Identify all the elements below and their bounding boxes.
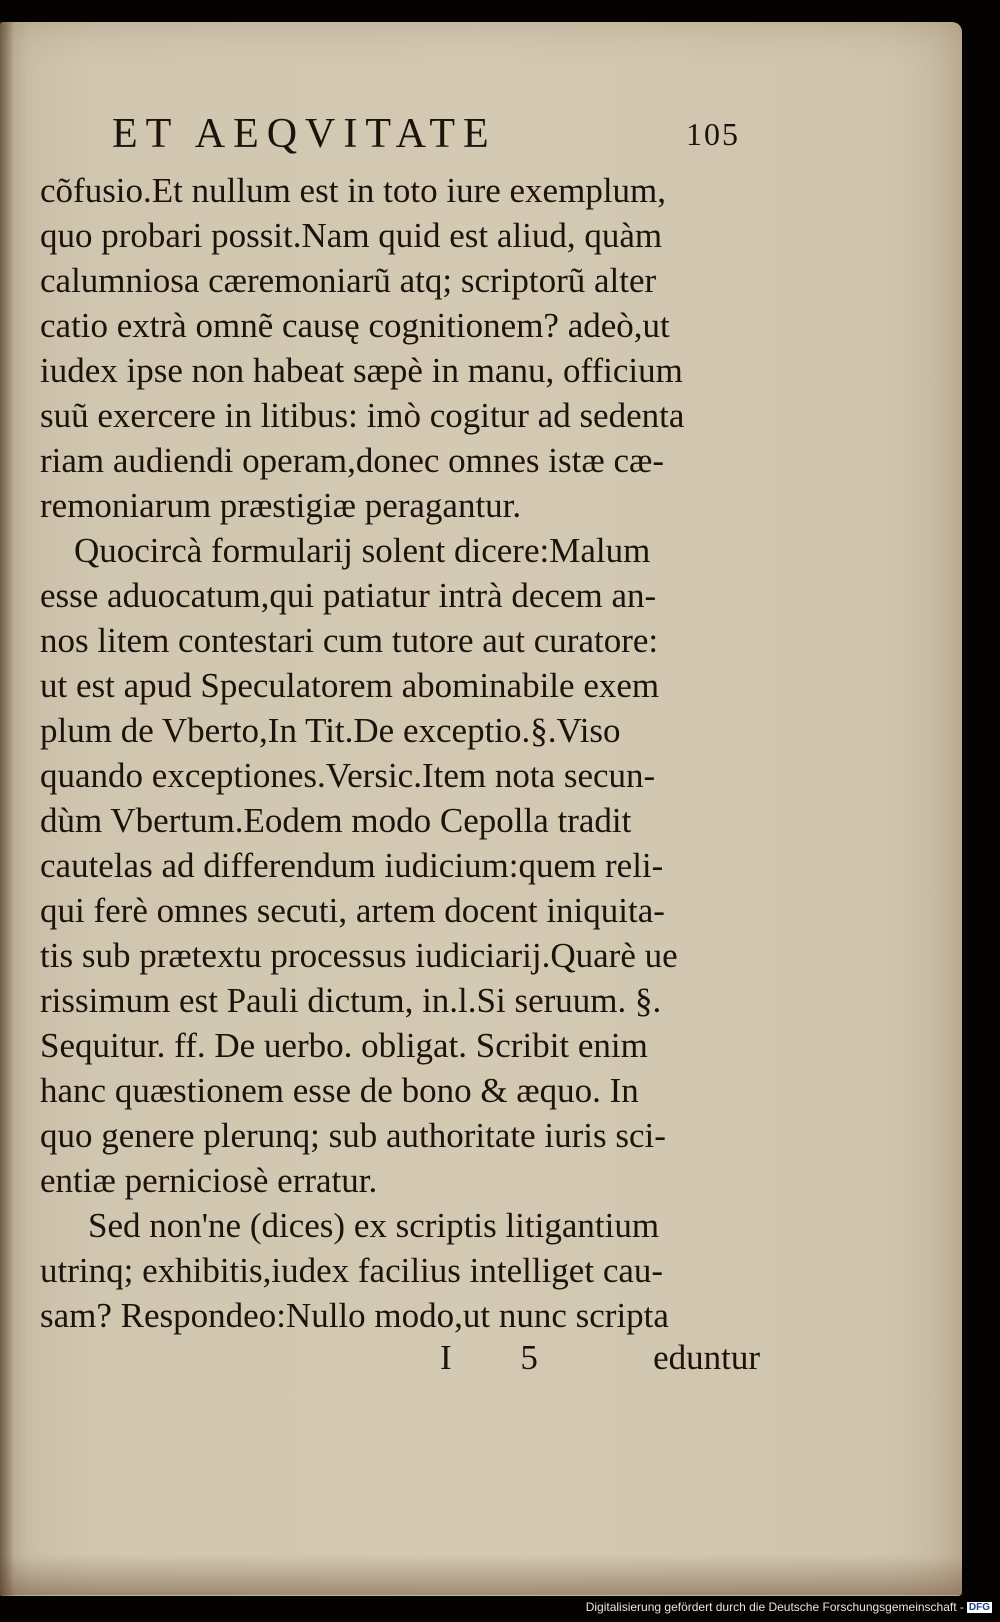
text-line: esse aduocatum,qui patiatur intrà decem an- [40, 576, 657, 615]
text-block [40, 110, 760, 1383]
page-footer [40, 1338, 760, 1383]
text-line: quo probari possit.Nam quid est aliud, quàm [40, 216, 663, 255]
signature-mark: I 5 [440, 1338, 568, 1377]
text-line: plum de Vberto,In Tit.De exceptio.§.Viso [40, 711, 621, 750]
paragraph-start-line: Quocircà formularij solent dicere:Malum [74, 531, 651, 570]
text-line: suũ exercere in litibus: imò cogitur ad sedenta [40, 396, 685, 435]
text-line: sam? Respondeo:Nullo modo,ut nunc scripta [40, 1296, 669, 1335]
text-line: catio extrà omnẽ causę cognitionem? adeò,ut [40, 306, 670, 345]
text-line: nos litem contestari cum tutore aut curatore: [40, 621, 659, 660]
text-line: remoniarum præstigiæ peragantur. [40, 486, 522, 525]
text-line: iudex ipse non habeat sæpè in manu, officium [40, 351, 683, 390]
text-line: utrinq; exhibitis,iudex facilius intelliget cau- [40, 1251, 664, 1290]
text-line: cautelas ad differendum iudicium:quem reli- [40, 846, 664, 885]
text-line: quando exceptiones.Versic.Item nota secun- [40, 756, 656, 795]
text-line: tis sub prætextu processus iudiciarij.Quarè ue [40, 936, 678, 975]
page-number: 105 [686, 116, 740, 152]
paragraph-start-line: Sed non'ne (dices) ex scriptis litigantium [88, 1206, 660, 1245]
text-line: ut est apud Speculatorem abominabile exem [40, 666, 660, 705]
text-line: hanc quæstionem esse de bono & æquo. In [40, 1071, 639, 1110]
text-line: cõfusio.Et nullum est in toto iure exemplum, [40, 171, 667, 210]
running-head [40, 110, 760, 168]
text-line: dùm Vbertum.Eodem modo Cepolla tradit [40, 801, 632, 840]
text-line: qui ferè omnes secuti, artem docent iniquita- [40, 891, 665, 930]
text-line: rissimum est Pauli dictum, in.l.Si seruum. §. [40, 981, 662, 1020]
text-line: quo genere plerunq; sub authoritate iuris sci- [40, 1116, 666, 1155]
page-gutter-shadow [0, 22, 14, 1596]
text-line: Sequitur. ff. De uerbo. obligat. Scribit enim [40, 1026, 648, 1065]
text-line: riam audiendi operam,donec omnes istæ cæ- [40, 441, 665, 480]
text-line: calumniosa cæremoniarũ atq; scriptorũ alter [40, 261, 657, 300]
credit-text: Digitalisierung gefördert durch die Deutsche Forschungsgemeinschaft - [585, 1600, 964, 1614]
dfg-logo-icon: DFG [968, 1602, 990, 1614]
running-head-title: ET AEQVITATE [112, 111, 497, 157]
page-bottom-stain [0, 1555, 962, 1595]
catchword: eduntur [653, 1338, 760, 1377]
digitization-credit [586, 1600, 992, 1614]
text-line: entiæ perniciosè erratur. [40, 1161, 378, 1200]
